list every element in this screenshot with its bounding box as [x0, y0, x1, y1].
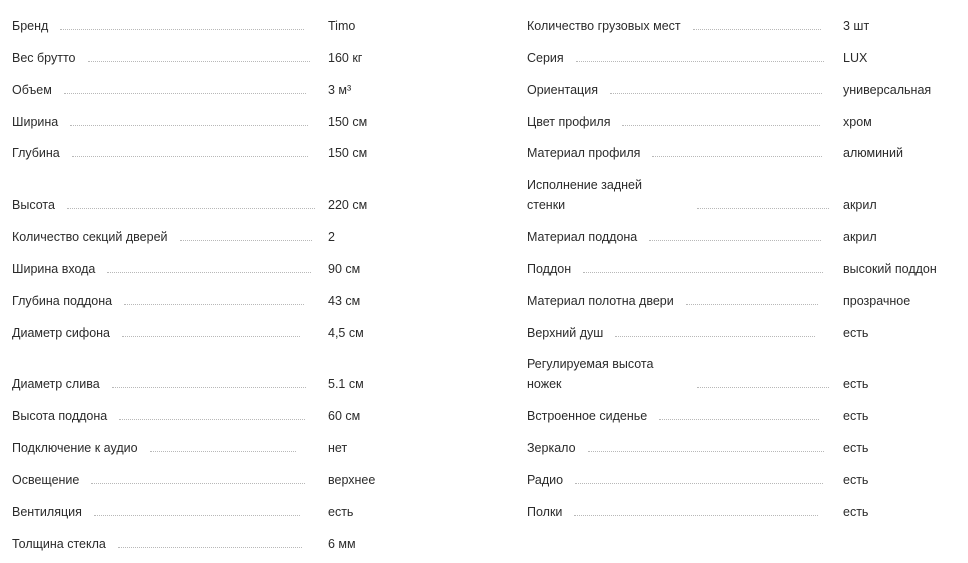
dotted-leader: [72, 156, 308, 157]
dotted-leader: [112, 387, 306, 388]
spec-value: алюминий: [843, 146, 903, 160]
dotted-leader: [64, 93, 306, 94]
spec-row-siphon-diameter: [12, 323, 452, 343]
spec-row-profile-color: [527, 112, 967, 132]
spec-row-back-wall: [527, 175, 967, 215]
spec-row-ventilation: [12, 502, 452, 522]
spec-row-door-sections: [12, 227, 452, 247]
dotted-leader: [118, 547, 302, 548]
spec-value: есть: [843, 377, 869, 391]
spec-value: высокий поддон: [843, 262, 937, 276]
spec-value: 150 см: [328, 146, 368, 160]
dotted-leader: [180, 240, 312, 241]
spec-value: 2: [328, 230, 335, 244]
dotted-leader: [622, 125, 820, 126]
dotted-leader: [686, 304, 818, 305]
spec-value: 220 см: [328, 198, 368, 212]
spec-label: Регулируемая высота ножек: [527, 357, 654, 391]
spec-row-door-material: [527, 291, 967, 311]
spec-value: 160 кг: [328, 51, 363, 65]
spec-label: Толщина стекла: [12, 537, 106, 551]
spec-label: Количество секций дверей: [12, 230, 168, 244]
spec-label: Ширина: [12, 115, 59, 129]
spec-row-brand: [12, 16, 452, 36]
spec-value: акрил: [843, 198, 877, 212]
spec-label: Глубина: [12, 146, 60, 160]
dotted-leader: [575, 483, 823, 484]
spec-value: универсальная: [843, 83, 932, 97]
spec-label: Подключение к аудио: [12, 441, 138, 455]
spec-row-radio: [527, 470, 967, 490]
dotted-leader: [697, 208, 829, 209]
spec-value: хром: [843, 115, 872, 129]
spec-value: 4,5 см: [328, 326, 364, 340]
spec-label: Материал профиля: [527, 146, 641, 160]
spec-row-cargo-places: [527, 16, 967, 36]
spec-label: Объем: [12, 83, 52, 97]
spec-label: Ширина входа: [12, 262, 96, 276]
spec-row-profile-material: [527, 143, 967, 163]
spec-label: Полки: [527, 505, 563, 519]
spec-row-tray-depth: [12, 291, 452, 311]
dotted-leader: [88, 61, 310, 62]
dotted-leader: [659, 419, 819, 420]
spec-row-tray-material: [527, 227, 967, 247]
spec-row-tray: [527, 259, 967, 279]
spec-label: Бренд: [12, 19, 49, 33]
spec-value: верхнее: [328, 473, 376, 487]
spec-value: LUX: [843, 51, 868, 65]
spec-value: 43 см: [328, 294, 361, 308]
dotted-leader: [60, 29, 304, 30]
spec-value: прозрачное: [843, 294, 911, 308]
dotted-leader: [615, 336, 815, 337]
spec-label: Высота поддона: [12, 409, 108, 423]
dotted-leader: [652, 156, 822, 157]
spec-label: Поддон: [527, 262, 572, 276]
spec-label: Материал полотна двери: [527, 294, 674, 308]
spec-label: Ориентация: [527, 83, 598, 97]
dotted-leader: [67, 208, 315, 209]
dotted-leader: [70, 125, 308, 126]
spec-row-shelves: [527, 502, 967, 522]
spec-value: Timo: [328, 19, 356, 33]
spec-label: Зеркало: [527, 441, 576, 455]
spec-row-width: [12, 112, 452, 132]
spec-value: 6 мм: [328, 537, 356, 551]
spec-row-gross-weight: [12, 48, 452, 68]
spec-label: Глубина поддона: [12, 294, 113, 308]
spec-value: 5.1 см: [328, 377, 364, 391]
spec-value: 150 см: [328, 115, 368, 129]
spec-value: есть: [843, 409, 869, 423]
spec-row-lighting: [12, 470, 452, 490]
spec-label: Высота: [12, 198, 55, 212]
spec-value: 90 см: [328, 262, 361, 276]
spec-row-overhead-shower: [527, 323, 967, 343]
spec-row-tray-height: [12, 406, 452, 426]
dotted-leader: [150, 451, 296, 452]
spec-value: есть: [843, 473, 869, 487]
spec-label: Радио: [527, 473, 564, 487]
spec-label: Цвет профиля: [527, 115, 611, 129]
dotted-leader: [583, 272, 823, 273]
spec-row-depth: [12, 143, 452, 163]
spec-label: Вентиляция: [12, 505, 82, 519]
spec-label: Исполнение задней стенки: [527, 178, 642, 212]
spec-value: есть: [843, 441, 869, 455]
dotted-leader: [610, 93, 822, 94]
spec-row-mirror: [527, 438, 967, 458]
spec-label: Освещение: [12, 473, 80, 487]
spec-value: есть: [843, 505, 869, 519]
spec-value: акрил: [843, 230, 877, 244]
dotted-leader: [574, 515, 818, 516]
spec-value: есть: [843, 326, 869, 340]
dotted-leader: [649, 240, 821, 241]
spec-label: Встроенное сиденье: [527, 409, 648, 423]
dotted-leader: [124, 304, 304, 305]
dotted-leader: [693, 29, 821, 30]
spec-row-height: [12, 195, 452, 215]
dotted-leader: [588, 451, 824, 452]
spec-label: Верхний душ: [527, 326, 604, 340]
spec-value: 3 м³: [328, 83, 352, 97]
dotted-leader: [91, 483, 305, 484]
spec-row-built-in-seat: [527, 406, 967, 426]
dotted-leader: [122, 336, 300, 337]
spec-label: Серия: [527, 51, 564, 65]
spec-value: 3 шт: [843, 19, 870, 33]
spec-label: Материал поддона: [527, 230, 638, 244]
spec-label: Диаметр слива: [12, 377, 100, 391]
spec-row-glass-thickness: [12, 534, 452, 554]
spec-value: 60 см: [328, 409, 361, 423]
dotted-leader: [119, 419, 305, 420]
spec-row-adjustable-legs: [527, 354, 967, 394]
dotted-leader: [94, 515, 300, 516]
spec-row-series: [527, 48, 967, 68]
spec-value: есть: [328, 505, 354, 519]
spec-label: Диаметр сифона: [12, 326, 111, 340]
spec-row-volume: [12, 80, 452, 100]
spec-row-drain-diameter: [12, 374, 452, 394]
dotted-leader: [697, 387, 829, 388]
dotted-leader: [107, 272, 311, 273]
spec-value: нет: [328, 441, 348, 455]
spec-row-orientation: [527, 80, 967, 100]
spec-label: Вес брутто: [12, 51, 76, 65]
spec-row-audio-connection: [12, 438, 452, 458]
dotted-leader: [576, 61, 824, 62]
spec-label: Количество грузовых мест: [527, 19, 681, 33]
spec-row-entrance-width: [12, 259, 452, 279]
